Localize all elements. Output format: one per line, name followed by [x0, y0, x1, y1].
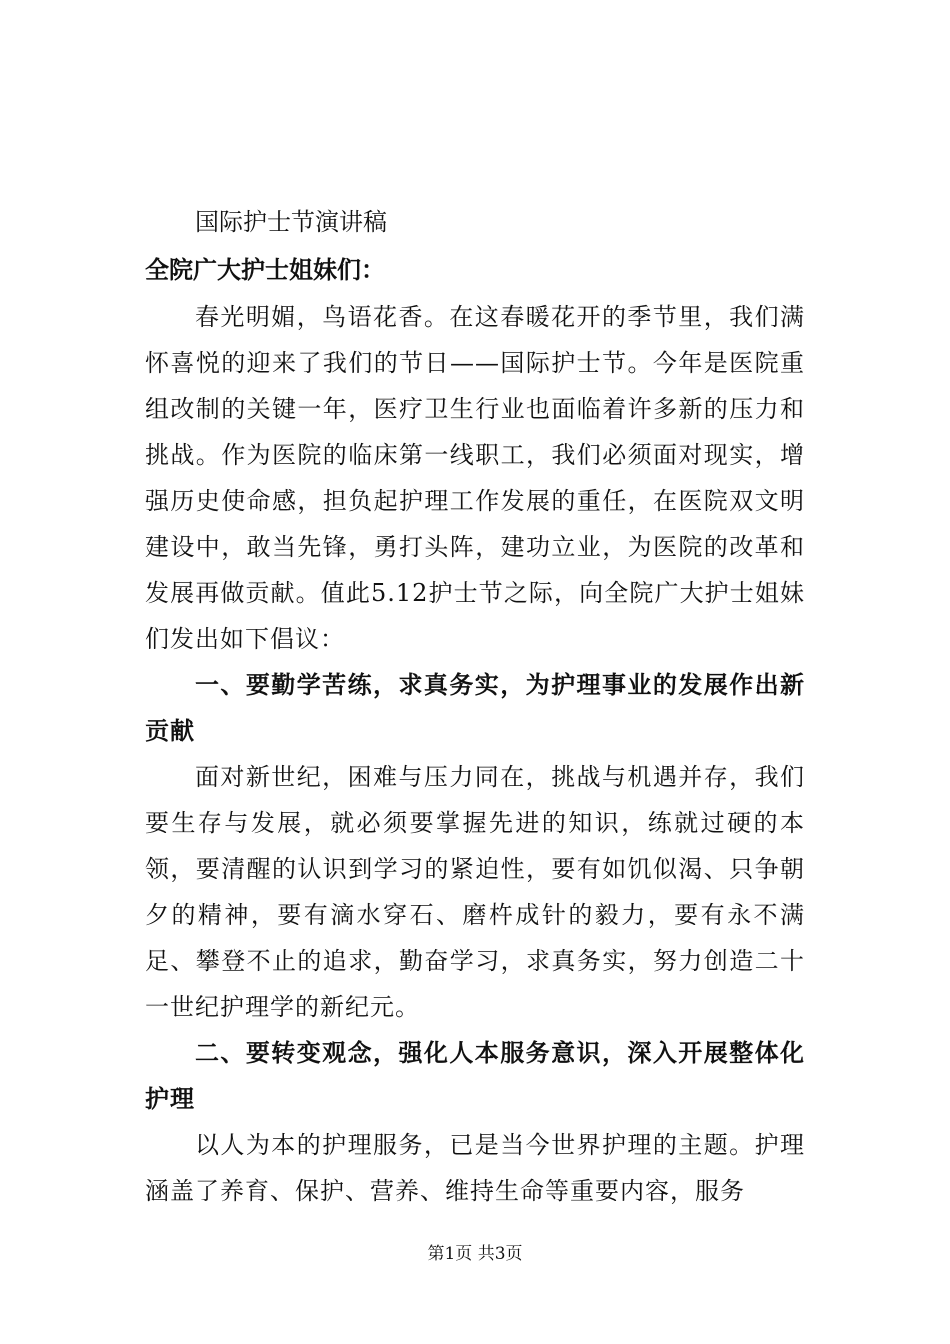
section-heading-1: 一、要勤学苦练，求真务实，为护理事业的发展作出新贡献	[145, 671, 805, 745]
document-title: 国际护士节演讲稿	[195, 208, 387, 236]
salutation: 全院广大护士姐妹们：	[145, 256, 385, 284]
paragraph-section-2: 以人为本的护理服务，已是当今世界护理的主题。护理涵盖了养育、保护、营养、维持生命等重要内容，服务	[145, 1131, 805, 1205]
page-footer: 第1页 共3页	[427, 1244, 523, 1264]
paragraph-section-1: 面对新世纪，困难与压力同在，挑战与机遇并存，我们要生存与发展，就必须要掌握先进的知识，练就过硬的本领，要清醒的认识到学习的紧迫性，要有如饥似渴、只争朝夕的精神，要有滴水穿石、磨杵成针的毅力，要有永不满足、攀登不止的追求，勤奋学习，求真务实，努力创造二十一世纪护理学的新纪元。	[145, 763, 805, 1021]
paragraph-intro: 春光明媚，鸟语花香。在这春暖花开的季节里，我们满怀喜悦的迎来了我们的节日——国际护士节。今年是医院重组改制的关键一年，医疗卫生行业也面临着许多新的压力和挑战。作为医院的临床第一线职工，我们必须面对现实，增强历史使命感，担负起护理工作发展的重任，在医院双文明建设中，敢当先锋，勇打头阵，建功立业，为医院的改革和发展再做贡献。值此5.12护士节之际，向全院广大护士姐妹们发出如下倡议：	[145, 303, 805, 653]
section-heading-2: 二、要转变观念，强化人本服务意识，深入开展整体化护理	[145, 1039, 805, 1113]
document-body	[145, 198, 805, 1214]
